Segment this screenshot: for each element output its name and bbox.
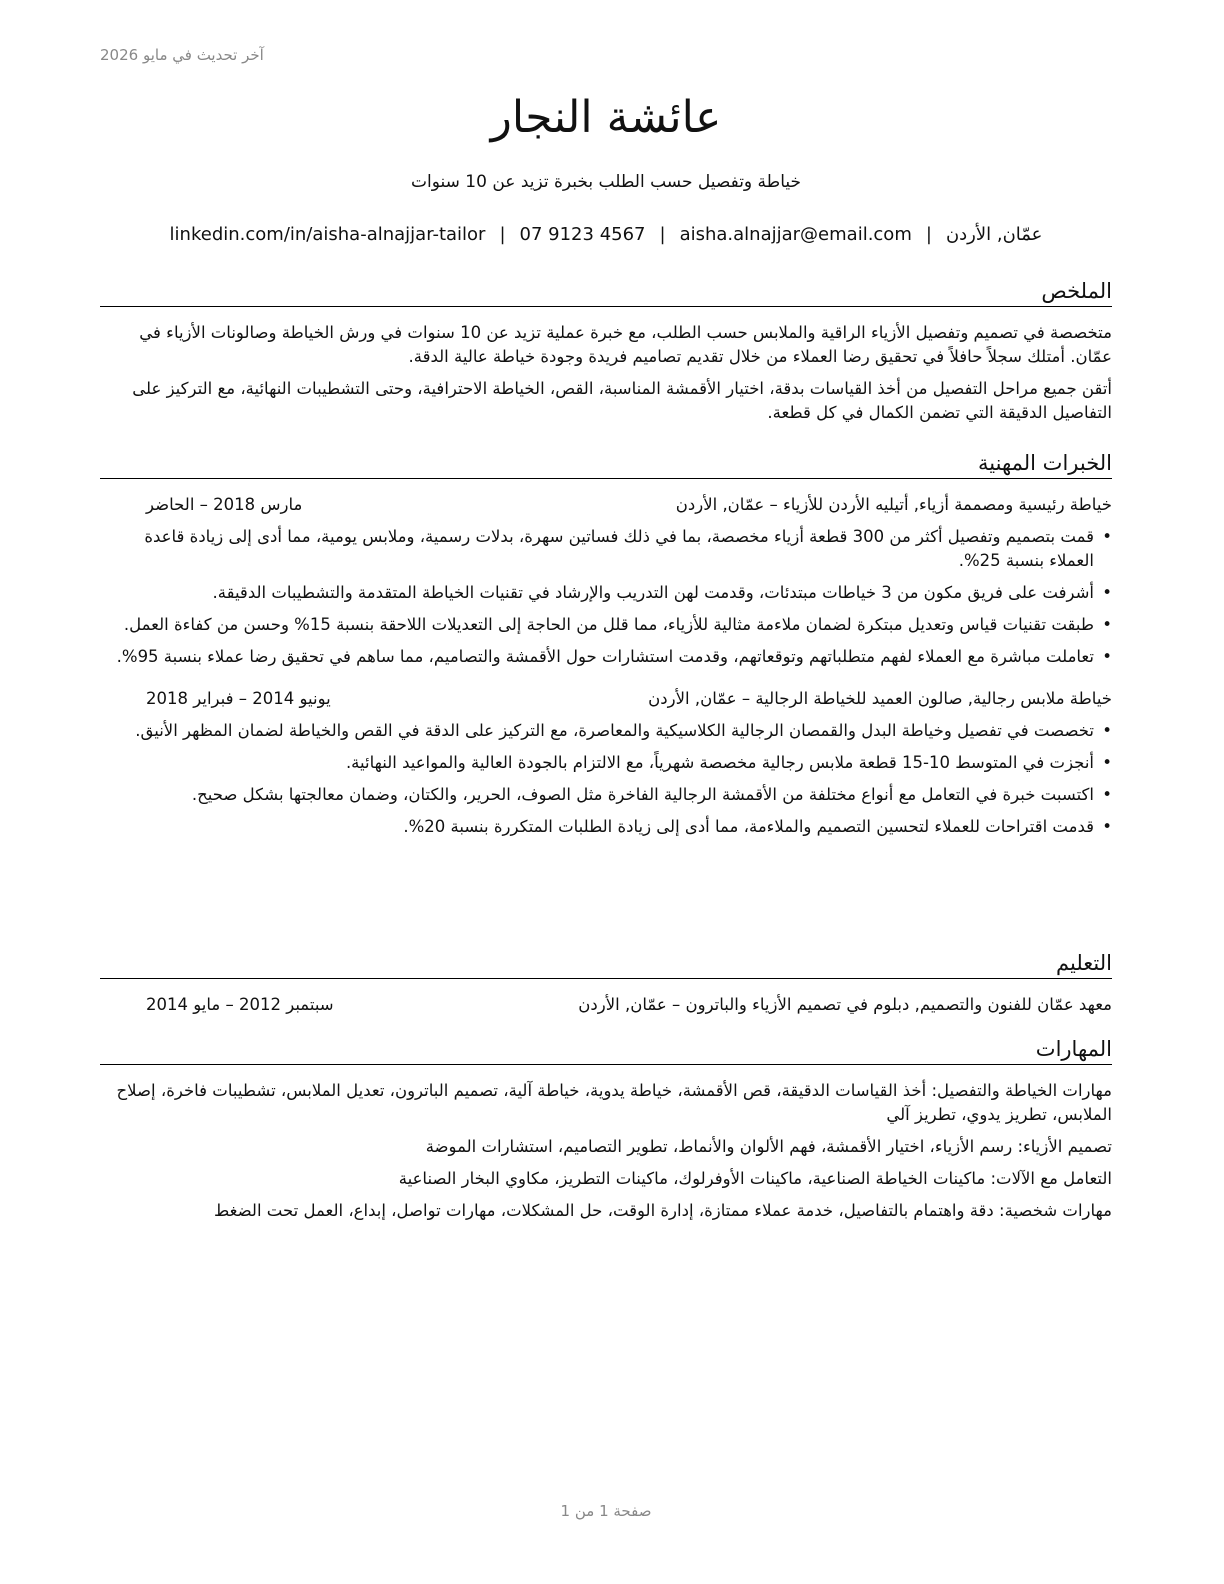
- education-section: [100, 950, 1112, 1017]
- job-bullets: [100, 525, 1112, 669]
- skills-line: مهارات شخصية: دقة واهتمام بالتفاصيل، خدمة عملاء ممتازة، إدارة الوقت، حل المشكلات، مهارات تواصل، إبداع، العمل تحت الضغط: [214, 1201, 1112, 1220]
- summary-heading: الملخص: [100, 278, 1112, 307]
- summary-section: [100, 278, 1112, 425]
- contact-separator: |: [499, 224, 506, 245]
- job-dates: مارس 2018 – الحاضر: [146, 495, 303, 514]
- experience-section: [100, 450, 1112, 839]
- candidate-name: عائشة النجار: [490, 92, 722, 143]
- job-title-org: خياطة ملابس رجالية, صالون العميد للخياطة الرجالية – عمّان, الأردن: [648, 689, 1112, 708]
- job-bullets: [100, 719, 1112, 839]
- contact-email[interactable]: aisha.alnajjar@email.com: [679, 224, 912, 245]
- job-bullet: • تعاملت مباشرة مع العملاء لفهم متطلباتهم وتوقعاتهم، وقدمت استشارات حول الأقمشة والتصاميم، مما ساهم في تحقيق رضا عملاء بنسبة 95%.: [100, 645, 1112, 669]
- job-bullet: • اكتسبت خبرة في التعامل مع أنواع مختلفة من الأقمشة الرجالية الفاخرة مثل الصوف، الحرير، والكتان، وضمان معالجتها بشكل صحيح.: [100, 783, 1112, 807]
- job-bullet: • طبقت تقنيات قياس وتعديل مبتكرة لضمان ملاءمة مثالية للأزياء، مما قلل من الحاجة إلى التعديلات اللاحقة بنسبة 15% وحسن من كفاءة العمل.: [100, 613, 1112, 637]
- job-bullet: • تخصصت في تفصيل وخياطة البدل والقمصان الرجالية الكلاسيكية والمعاصرة، مع التركيز على الدقة في القص والخياطة لضمان المظهر الأنيق.: [100, 719, 1112, 743]
- skills-section: [100, 1036, 1112, 1223]
- job-header: [100, 687, 1112, 711]
- job-title-org: خياطة رئيسية ومصممة أزياء, أتيليه الأردن للأزياء – عمّان, الأردن: [675, 495, 1112, 514]
- job-bullet: • أشرفت على فريق مكون من 3 خياطات مبتدئات، وقدمت لهن التدريب والإرشاد في تقنيات الخياطة المتقدمة والتشطيبات الدقيقة.: [100, 581, 1112, 605]
- skills-line: التعامل مع الآلات: ماكينات الخياطة الصناعية، ماكينات الأوفرلوك، ماكينات التطريز، مكاوي البخار الصناعية: [398, 1169, 1112, 1188]
- contact-line: [100, 224, 1112, 245]
- education-heading: التعليم: [100, 950, 1112, 979]
- experience-heading: الخبرات المهنية: [100, 450, 1112, 479]
- job-bullet: • أنجزت في المتوسط 10-15 قطعة ملابس رجالية مخصصة شهرياً، مع الالتزام بالجودة العالية والمواعيد النهائية.: [100, 751, 1112, 775]
- job-bullet: • قدمت اقتراحات للعملاء لتحسين التصميم والملاءمة، مما أدى إلى زيادة الطلبات المتكررة بنسبة 20%.: [100, 815, 1112, 839]
- education-institution: معهد عمّان للفنون والتصميم, دبلوم في تصميم الأزياء والباترون – عمّان, الأردن: [578, 995, 1112, 1014]
- last-updated-note: آخر تحديث في مايو 2026: [100, 46, 264, 64]
- contact-linkedin[interactable]: linkedin.com/in/aisha-alnajjar-tailor: [169, 224, 486, 245]
- skills-line: تصميم الأزياء: رسم الأزياء، اختيار الأقمشة، فهم الألوان والأنماط، تطوير التصاميم، استشارات الموضة: [425, 1137, 1112, 1156]
- skills-line: مهارات الخياطة والتفصيل: أخذ القياسات الدقيقة، قص الأقمشة، خياطة يدوية، خياطة آلية، تصميم الباترون، تعديل الملابس، تشطيبات فاخرة، إصلاح الملابس، تطريز يدوي، تطريز آلي: [116, 1081, 1112, 1124]
- page-number: صفحة 1 من 1: [560, 1502, 652, 1520]
- contact-location: عمّان, الأردن: [945, 224, 1043, 245]
- summary-paragraph: متخصصة في تصميم وتفصيل الأزياء الراقية والملابس حسب الطلب، مع خبرة عملية تزيد عن 10 سنوات في ورش الخياطة وصالونات الأزياء في عمّان. أمتلك سجلاً حافلاً في تحقيق رضا العملاء من خلال تقديم تصاميم فريدة وجودة خياطة عالية الدقة.: [139, 323, 1112, 366]
- education-entry: [100, 993, 1112, 1017]
- skills-heading: المهارات: [100, 1036, 1112, 1065]
- contact-separator: |: [925, 224, 932, 245]
- contact-phone[interactable]: 07 9123 4567: [519, 224, 646, 245]
- summary-paragraph: أتقن جميع مراحل التفصيل من أخذ القياسات بدقة، اختيار الأقمشة المناسبة، القص، الخياطة الاحترافية، وحتى التشطيبات النهائية، مع التركيز على التفاصيل الدقيقة التي تضمن الكمال في كل قطعة.: [132, 379, 1112, 422]
- job-bullet: • قمت بتصميم وتفصيل أكثر من 300 قطعة أزياء مخصصة، بما في ذلك فساتين سهرة، بدلات رسمية، وملابس يومية، مما أدى إلى زيادة قاعدة العملاء بنسبة 25%.: [100, 525, 1112, 573]
- contact-separator: |: [659, 224, 666, 245]
- resume-page: [100, 0, 1112, 1584]
- education-dates: سبتمبر 2012 – مايو 2014: [146, 995, 334, 1014]
- job-dates: يونيو 2014 – فبراير 2018: [146, 689, 331, 708]
- job-header: [100, 493, 1112, 517]
- candidate-tagline: خياطة وتفصيل حسب الطلب بخبرة تزيد عن 10 سنوات: [410, 172, 802, 192]
